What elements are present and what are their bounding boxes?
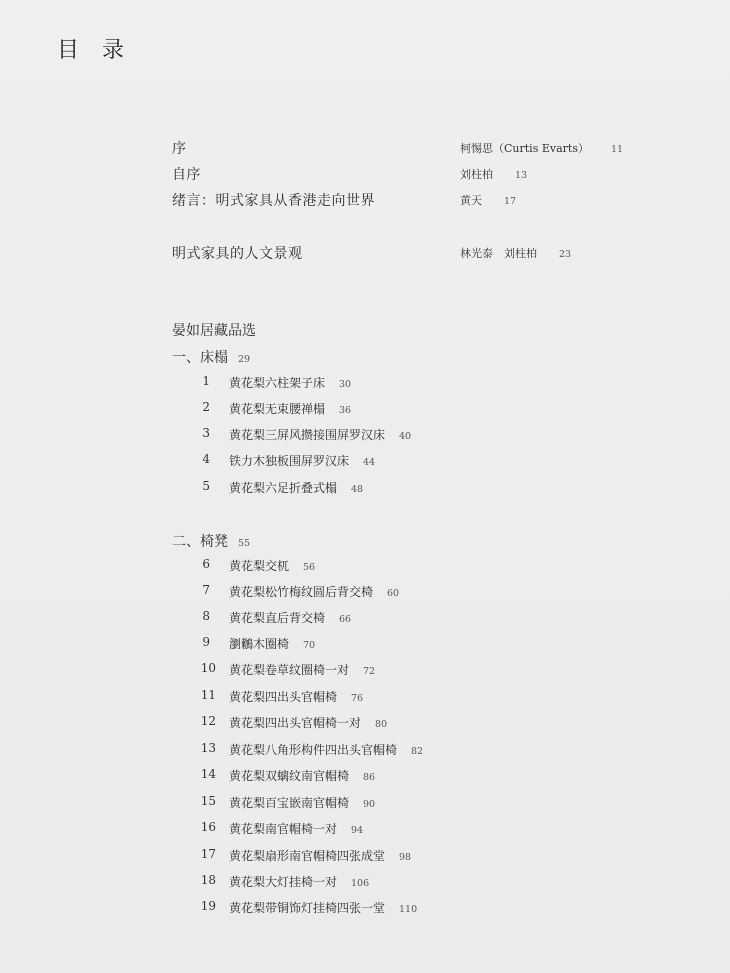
toc-item[interactable] xyxy=(0,557,730,577)
entry-author xyxy=(460,245,571,261)
item-title-group xyxy=(229,794,375,811)
category-page-number: 55 xyxy=(238,538,251,549)
collection-heading: 晏如居藏品选 xyxy=(172,323,256,339)
toc-item[interactable] xyxy=(0,400,730,420)
toc-item[interactable] xyxy=(0,479,730,499)
item-page-number: 90 xyxy=(363,799,376,810)
item-page-number: 70 xyxy=(303,640,316,651)
toc-item[interactable] xyxy=(0,609,730,629)
item-number: 4 xyxy=(202,452,210,466)
item-title: 瀏鶒木圈椅 xyxy=(229,637,290,651)
item-title-group xyxy=(229,661,375,678)
item-number: 2 xyxy=(202,400,210,414)
item-page-number: 48 xyxy=(351,484,364,495)
toc-item[interactable] xyxy=(0,741,730,761)
item-title: 黄花梨直后背交椅 xyxy=(229,611,326,625)
item-title-group xyxy=(229,609,351,626)
entry-author xyxy=(460,192,516,208)
item-title: 黄花梨交杌 xyxy=(229,559,290,573)
toc-item[interactable] xyxy=(0,820,730,840)
item-number: 8 xyxy=(202,609,210,623)
item-title: 黄花梨双螭纹南官帽椅 xyxy=(229,769,350,783)
item-page-number: 60 xyxy=(387,588,400,599)
item-title-group xyxy=(229,635,315,652)
item-title-group xyxy=(229,847,411,864)
item-number: 10 xyxy=(200,661,216,675)
item-number: 16 xyxy=(200,820,216,834)
item-number: 7 xyxy=(202,583,210,597)
item-title: 黄花梨松竹梅纹圆后背交椅 xyxy=(229,585,374,599)
item-title-group xyxy=(229,426,411,443)
entry-page-number: 13 xyxy=(515,170,528,181)
toc-entry-preface[interactable] xyxy=(0,138,730,158)
category-heading xyxy=(172,531,250,551)
toc-entry-author-preface[interactable] xyxy=(0,164,730,184)
item-page-number: 30 xyxy=(339,379,352,390)
item-title: 黄花梨四出头官帽椅一对 xyxy=(229,716,362,730)
category-heading-chairs[interactable] xyxy=(0,531,730,551)
item-number: 15 xyxy=(200,794,216,808)
item-title: 黄花梨三屏风攒接围屏罗汉床 xyxy=(229,428,386,442)
toc-item[interactable] xyxy=(0,661,730,681)
toc-entry-introduction[interactable] xyxy=(0,190,730,210)
item-number: 9 xyxy=(202,635,210,649)
item-title-group xyxy=(229,741,423,758)
item-number: 19 xyxy=(200,899,216,913)
item-title: 黄花梨六足折叠式榻 xyxy=(229,481,338,495)
entry-author xyxy=(460,166,527,182)
toc-item[interactable] xyxy=(0,873,730,893)
toc-item[interactable] xyxy=(0,847,730,867)
item-title-group xyxy=(229,873,369,890)
toc-item[interactable] xyxy=(0,714,730,734)
item-title: 铁力木独板围屏罗汉床 xyxy=(229,454,350,468)
item-number: 18 xyxy=(200,873,216,887)
item-page-number: 106 xyxy=(351,878,370,889)
item-title-group xyxy=(229,583,399,600)
entry-page-number: 17 xyxy=(504,196,517,207)
item-title: 黄花梨南官帽椅一对 xyxy=(229,822,338,836)
item-title-group xyxy=(229,767,375,784)
category-page-number: 29 xyxy=(238,354,251,365)
item-title-group xyxy=(229,479,363,496)
toc-item[interactable] xyxy=(0,426,730,446)
item-title: 黄花梨无束腰禅榻 xyxy=(229,402,326,416)
entry-title: 绪言：明式家具从香港走向世界 xyxy=(172,193,375,209)
entry-title: 自序 xyxy=(172,167,201,183)
toc-item[interactable] xyxy=(0,374,730,394)
item-page-number: 56 xyxy=(303,562,316,573)
toc-item[interactable] xyxy=(0,767,730,787)
item-title-group xyxy=(229,557,315,574)
entry-author xyxy=(460,140,623,156)
entry-author-name: 刘柱柏 xyxy=(460,168,493,181)
item-page-number: 44 xyxy=(363,457,376,468)
item-title-group xyxy=(229,452,375,469)
toc-item[interactable] xyxy=(0,452,730,472)
toc-entry-essay[interactable] xyxy=(0,243,730,263)
item-title: 黄花梨带铜饰灯挂椅四张一堂 xyxy=(229,901,386,915)
item-page-number: 72 xyxy=(363,666,376,677)
item-title: 黄花梨四出头官帽椅 xyxy=(229,690,338,704)
toc-item[interactable] xyxy=(0,635,730,655)
item-number: 13 xyxy=(200,741,216,755)
item-title: 黄花梨八角形构件四出头官帽椅 xyxy=(229,743,398,757)
item-number: 17 xyxy=(200,847,216,861)
entry-page-number: 23 xyxy=(559,249,572,260)
item-title-group xyxy=(229,374,351,391)
item-page-number: 82 xyxy=(411,746,424,757)
item-number: 3 xyxy=(202,426,210,440)
item-title-group xyxy=(229,820,363,837)
item-title-group xyxy=(229,688,363,705)
entry-title: 明式家具的人文景观 xyxy=(172,246,303,262)
item-page-number: 80 xyxy=(375,719,388,730)
item-number: 5 xyxy=(202,479,210,493)
item-page-number: 98 xyxy=(399,852,412,863)
page-title: 目 录 xyxy=(57,38,132,63)
item-number: 12 xyxy=(200,714,216,728)
category-title: 二、椅凳 xyxy=(172,534,228,550)
item-title: 黄花梨卷草纹圈椅一对 xyxy=(229,663,350,677)
entry-author-name: 林光泰 刘柱柏 xyxy=(460,247,537,260)
item-title: 黄花梨六柱架子床 xyxy=(229,376,326,390)
item-number: 11 xyxy=(200,688,216,702)
item-page-number: 36 xyxy=(339,405,352,416)
toc-item[interactable] xyxy=(0,794,730,814)
item-page-number: 110 xyxy=(399,904,418,915)
item-title: 黄花梨百宝嵌南官帽椅 xyxy=(229,796,350,810)
item-page-number: 86 xyxy=(363,772,376,783)
item-title: 黄花梨大灯挂椅一对 xyxy=(229,875,338,889)
entry-author-name: 黄天 xyxy=(460,194,482,207)
entry-author-name: 柯惕思（Curtis Evarts） xyxy=(460,142,589,155)
item-page-number: 76 xyxy=(351,693,364,704)
item-title-group xyxy=(229,899,417,916)
item-number: 6 xyxy=(202,557,210,571)
item-title-group xyxy=(229,400,351,417)
item-number: 1 xyxy=(202,374,210,388)
item-page-number: 66 xyxy=(339,614,352,625)
item-page-number: 94 xyxy=(351,825,364,836)
item-title: 黄花梨扇形南官帽椅四张成堂 xyxy=(229,849,386,863)
category-title: 一、床榻 xyxy=(172,350,228,366)
toc-item[interactable] xyxy=(0,899,730,919)
entry-title: 序 xyxy=(172,141,187,157)
toc-item[interactable] xyxy=(0,688,730,708)
item-number: 14 xyxy=(200,767,216,781)
item-title-group xyxy=(229,714,387,731)
toc-item[interactable] xyxy=(0,583,730,603)
category-heading xyxy=(172,347,250,367)
category-heading-beds[interactable] xyxy=(0,347,730,367)
entry-page-number: 11 xyxy=(610,144,624,155)
item-page-number: 40 xyxy=(399,431,412,442)
